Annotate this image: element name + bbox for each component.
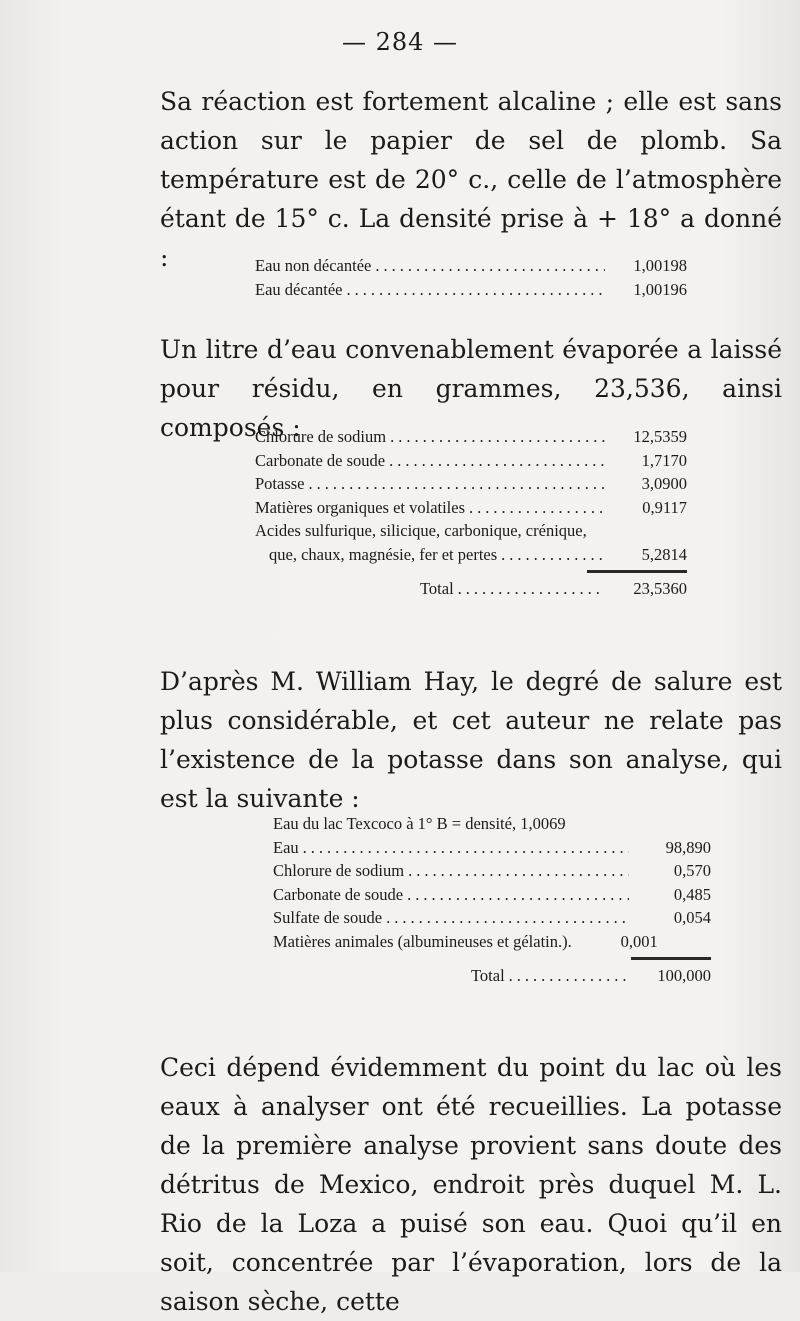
row-label: Carbonate de soude (255, 450, 386, 470)
dot-leader (458, 577, 605, 601)
dot-leader (303, 836, 629, 860)
total-row (255, 577, 687, 601)
table-row (273, 930, 711, 954)
table-row (273, 883, 711, 907)
texcoco-table (273, 812, 711, 988)
row-value: 1,7170 (641, 450, 687, 470)
total-row (273, 964, 711, 988)
row-value: 5,2814 (641, 544, 687, 564)
row-value: 0,570 (673, 861, 711, 880)
table-heading (273, 812, 711, 836)
total-label: Total (471, 966, 505, 985)
table-row (273, 906, 711, 930)
row-value: 1,00198 (633, 256, 687, 275)
dot-leader (408, 859, 629, 883)
dot-leader (407, 883, 629, 907)
row-label: Eau non décantée (255, 256, 372, 275)
dot-leader (469, 496, 605, 520)
row-label: Matières animales (albumineuses et gélatin.). (273, 931, 572, 951)
dot-leader (375, 254, 605, 278)
paragraph-text: Ceci dépend évidemment du point du lac où les eaux à analyser ont été recueillies. La potasse de la première analyse provient sans doute des détritus de Mexico, endroit près duquel M. L. Rio de la Loza a puisé son eau. Quoi qu’il en soit, concentrée par l’évaporation, lors de la saison sèche, cette (160, 1053, 782, 1316)
total-label: Total (420, 579, 454, 598)
composition-table (255, 425, 687, 601)
table-row (255, 278, 687, 302)
row-value: 0,054 (673, 908, 711, 927)
dot-leader (501, 543, 605, 567)
table-row (273, 859, 711, 883)
table-row (255, 519, 687, 543)
density-table (255, 254, 687, 301)
row-label: Matières organiques et volatiles (255, 497, 466, 517)
row-label: Chlorure de sodium (273, 861, 405, 880)
dot-leader (346, 278, 605, 302)
total-value: 100,000 (657, 966, 711, 985)
table-row (255, 543, 687, 567)
row-label: Eau décantée (255, 279, 343, 299)
total-rule (587, 570, 687, 573)
row-label: Carbonate de soude (273, 884, 404, 904)
dot-leader (390, 425, 605, 449)
table-row (255, 425, 687, 449)
table-row (255, 496, 687, 520)
dot-leader (509, 964, 629, 988)
table-heading-text: Eau du lac Texcoco à 1° B = densité, 1,0069 (273, 814, 566, 833)
paragraph-reaction (160, 82, 782, 277)
table-row (255, 472, 687, 496)
row-label: Chlorure de sodium (255, 427, 387, 446)
row-value: 3,0900 (641, 474, 687, 493)
row-label: Eau (273, 837, 299, 857)
dot-leader (386, 906, 629, 930)
row-label: Acides sulfurique, silicique, carbonique, crénique, (255, 521, 587, 540)
row-value: 0,485 (673, 884, 711, 904)
table-row (273, 836, 711, 860)
row-label: que, chaux, magnésie, fer et pertes (269, 544, 498, 564)
dot-leader (389, 449, 605, 473)
paragraph-conclusion (160, 1048, 782, 1321)
row-label: Sulfate de soude (273, 908, 383, 927)
paragraph-text: Un litre d’eau convenablement évaporée a laissé pour résidu, en grammes, 23,536, ainsi composés : (160, 335, 782, 442)
dot-leader (309, 472, 606, 496)
paragraph-text: Sa réaction est fortement alcaline ; elle est sans action sur le papier de sel de plomb. Sa température est de 20° c., celle de l’atmosphère étant de 15° c. La densité prise à + 18° a donné : (160, 87, 782, 272)
row-value: 0,9117 (642, 497, 687, 517)
row-label: Potasse (255, 474, 305, 493)
row-value: 0,001 (620, 931, 658, 951)
paragraph-william-hay (160, 662, 782, 818)
table-row (255, 449, 687, 473)
row-value: 12,5359 (633, 427, 687, 446)
table-row (255, 254, 687, 278)
paragraph-text: D’après M. William Hay, le degré de salure est plus considérable, et cet auteur ne relate pas l’existence de la potasse dans son analyse, qui est la suivante : (160, 667, 782, 813)
row-value: 98,890 (665, 837, 711, 857)
row-value: 1,00196 (633, 279, 687, 299)
total-rule (631, 957, 711, 960)
total-value: 23,5360 (633, 579, 687, 598)
page-number: — 284 — (341, 28, 459, 56)
